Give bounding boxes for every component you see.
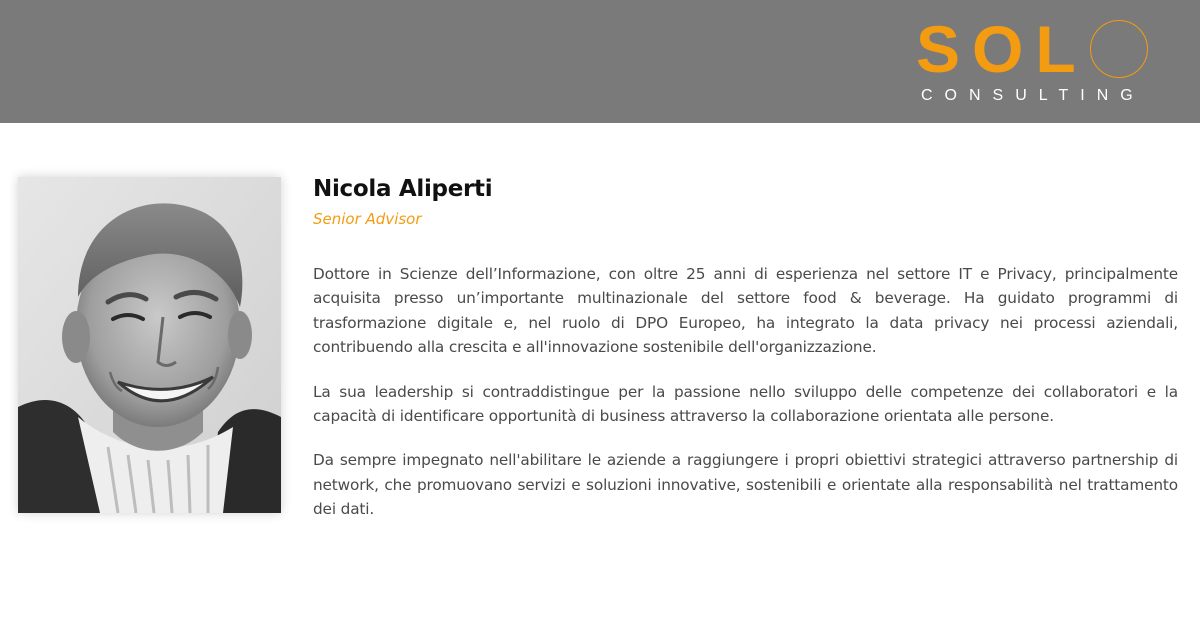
profile-role: Senior Advisor xyxy=(313,210,422,228)
logo-wordmark xyxy=(916,14,1166,84)
profile-content xyxy=(313,172,1178,542)
profile-name: Nicola Aliperti xyxy=(313,176,493,202)
profile-photo xyxy=(18,177,281,513)
header-bar xyxy=(0,0,1200,123)
solo-consulting-logo[interactable] xyxy=(916,14,1166,114)
logo-letter-o: O xyxy=(972,12,1026,86)
logo-letter-s: S xyxy=(916,12,963,86)
bio-paragraph-2: La sua leadership si contraddistingue per la passione nello sviluppo delle competenze dei collaboratori e la capacità di identificare opportunità di business attraverso la collaborazione orientata alle persone. xyxy=(313,382,1178,426)
logo-subtitle: CONSULTING xyxy=(921,87,1145,104)
person-portrait-icon xyxy=(18,177,281,513)
profile-bio xyxy=(313,262,1178,522)
logo-letter-l: L xyxy=(1035,12,1078,86)
bio-paragraph-3: Da sempre impegnato nell'abilitare le aziende a raggiungere i propri obiettivi strategici attraverso partnership di network, che promuovano servizi e soluzioni innovative, sostenibili e orientate alla responsabilità nel trattamento dei dati. xyxy=(313,451,1178,519)
bio-paragraph-1: Dottore in Scienze dell’Informazione, con oltre 25 anni di esperienza nel settore IT e Privacy, principalmente acquisita presso un’importante multinazionale del settore food & beverage. Ha guidato programmi di trasformazione digitale e, nel ruolo di DPO Europeo, ha integrato la data privacy nei processi aziendali, contribuendo alla crescita e all'innovazione sostenibile dell'organizzazione. xyxy=(313,265,1178,357)
logo-ring-icon xyxy=(1090,20,1148,78)
